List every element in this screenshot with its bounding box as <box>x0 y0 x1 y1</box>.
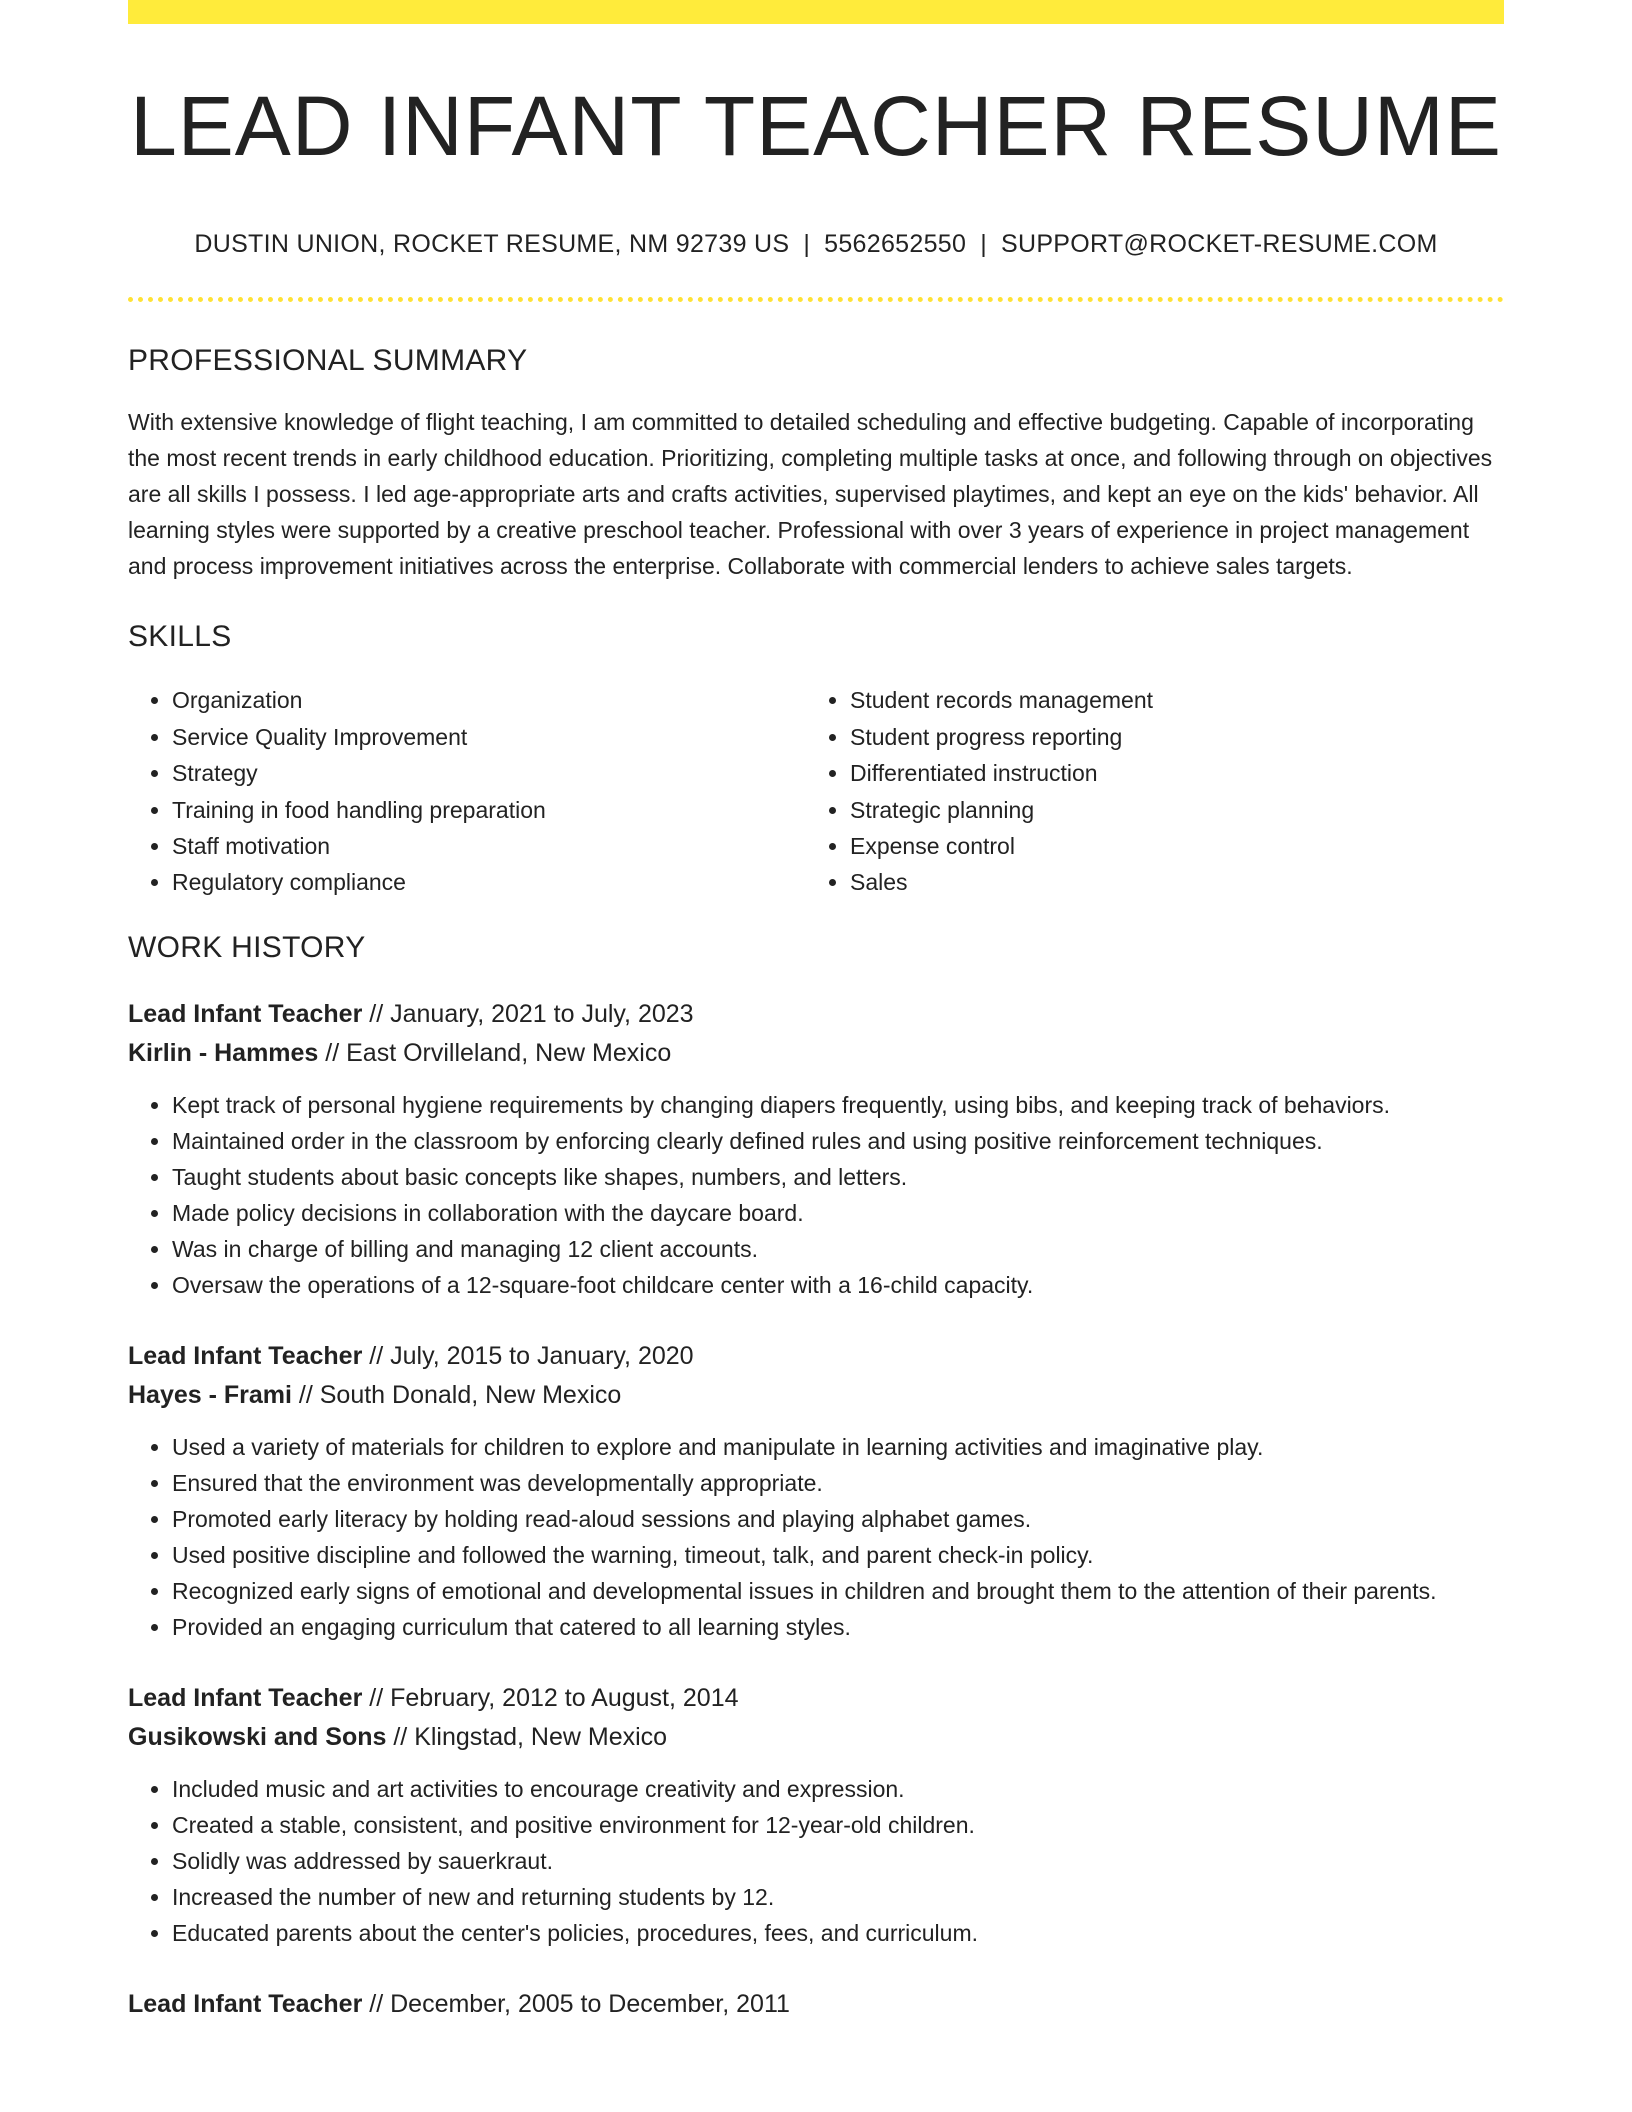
skill-item: • Student records management <box>850 682 1484 718</box>
job-bullet: • Was in charge of billing and managing 12 client accounts. <box>172 1231 1504 1267</box>
job-dates: // July, 2015 to January, 2020 <box>362 1341 694 1370</box>
job-bullet: • Increased the number of new and returning students by 12. <box>172 1879 1504 1915</box>
job-bullet: • Oversaw the operations of a 12-square-foot childcare center with a 16-child capacity. <box>172 1267 1504 1303</box>
job-title-line <box>128 1985 1504 2024</box>
job-bullet: • Solidly was addressed by sauerkraut. <box>172 1843 1504 1879</box>
job-entry <box>128 1337 1504 1645</box>
job-title: Lead Infant Teacher <box>128 1683 363 1712</box>
skills-column-right <box>806 682 1484 900</box>
skills-heading: SKILLS <box>128 620 232 654</box>
job-company: Kirlin - Hammes <box>128 1038 319 1067</box>
job-bullet: • Used positive discipline and followed the warning, timeout, talk, and parent check-in policy. <box>172 1537 1504 1573</box>
job-bullets <box>128 1429 1504 1645</box>
job-bullet: • Recognized early signs of emotional and developmental issues in children and brought them to the attention of their parents. <box>172 1573 1504 1609</box>
job-location: // Klingstad, New Mexico <box>386 1722 668 1751</box>
skill-item: • Service Quality Improvement <box>172 719 806 755</box>
job-location: // South Donald, New Mexico <box>291 1380 622 1409</box>
skill-item: • Training in food handling preparation <box>172 792 806 828</box>
job-bullets <box>128 1771 1504 1951</box>
job-title-line <box>128 995 1504 1034</box>
job-bullet: • Educated parents about the center's policies, procedures, fees, and curriculum. <box>172 1915 1504 1951</box>
job-company: Hayes - Frami <box>128 1380 292 1409</box>
skills-list <box>128 682 1504 900</box>
skill-item: • Student progress reporting <box>850 719 1484 755</box>
job-title: Lead Infant Teacher <box>128 999 363 1028</box>
skill-item: • Regulatory compliance <box>172 864 806 900</box>
job-bullet: • Included music and art activities to encourage creativity and expression. <box>172 1771 1504 1807</box>
job-company-line <box>128 1034 1504 1073</box>
top-accent-bar <box>128 0 1504 24</box>
skills-column-left <box>128 682 806 900</box>
job-company: Gusikowski and Sons <box>128 1722 387 1751</box>
skill-item: • Expense control <box>850 828 1484 864</box>
skill-item: • Strategic planning <box>850 792 1484 828</box>
job-dates: // December, 2005 to December, 2011 <box>362 1989 790 2018</box>
summary-text: With extensive knowledge of flight teaching, I am committed to detailed scheduling and effective budgeting. Capable of incorporating the most recent trends in early childhood education. Prioritizing, completing multiple tasks at once, and following through on objectives are all skills I possess. I led age-appropriate arts and crafts activities, supervised playtimes, and kept an eye on the kids' behavior. All learning styles were supported by a creative preschool teacher. Professional with over 3 years of experience in project management and process improvement initiatives across the enterprise. Collaborate with commercial lenders to achieve sales targets. <box>128 409 1493 580</box>
job-bullet: • Taught students about basic concepts like shapes, numbers, and letters. <box>172 1159 1504 1195</box>
job-title-line <box>128 1337 1504 1376</box>
skill-item: • Strategy <box>172 755 806 791</box>
job-bullet: • Kept track of personal hygiene requirements by changing diapers frequently, using bibs, and keeping track of behaviors. <box>172 1087 1504 1123</box>
job-company-line <box>128 1718 1504 1757</box>
contact-email[interactable]: SUPPORT@ROCKET-RESUME.COM <box>1000 230 1438 259</box>
skill-item: • Sales <box>850 864 1484 900</box>
job-bullet: • Made policy decisions in collaboration with the daycare board. <box>172 1195 1504 1231</box>
job-entry <box>128 995 1504 1303</box>
job-dates: // February, 2012 to August, 2014 <box>362 1683 739 1712</box>
contact-line <box>128 230 1504 259</box>
job-bullets <box>128 1087 1504 1303</box>
job-bullet: • Provided an engaging curriculum that catered to all learning styles. <box>172 1609 1504 1645</box>
skill-item: • Organization <box>172 682 806 718</box>
summary-heading: PROFESSIONAL SUMMARY <box>128 344 528 378</box>
work-history-heading: WORK HISTORY <box>128 930 366 964</box>
job-location: // East Orvilleland, New Mexico <box>318 1038 672 1067</box>
job-bullet: • Used a variety of materials for children to explore and manipulate in learning activities and imaginative play. <box>172 1429 1504 1465</box>
job-title: Lead Infant Teacher <box>128 1989 363 2018</box>
job-entry <box>128 1985 1504 2024</box>
skill-item: • Staff motivation <box>172 828 806 864</box>
job-company-line <box>128 1376 1504 1415</box>
job-title-line <box>128 1679 1504 1718</box>
skill-item: • Differentiated instruction <box>850 755 1484 791</box>
dotted-divider <box>128 297 1504 302</box>
contact-address: DUSTIN UNION, ROCKET RESUME, NM 92739 US <box>194 230 790 259</box>
contact-separator: | <box>803 230 811 259</box>
job-dates: // January, 2021 to July, 2023 <box>362 999 694 1028</box>
contact-phone: 5562652550 <box>824 230 967 259</box>
job-entry <box>128 1679 1504 1951</box>
page-title: LEAD INFANT TEACHER RESUME <box>130 79 1502 173</box>
resume-page <box>128 0 1504 2024</box>
job-bullet: • Promoted early literacy by holding read-aloud sessions and playing alphabet games. <box>172 1501 1504 1537</box>
job-title: Lead Infant Teacher <box>128 1341 363 1370</box>
job-bullet: • Created a stable, consistent, and positive environment for 12-year-old children. <box>172 1807 1504 1843</box>
job-bullet: • Ensured that the environment was developmentally appropriate. <box>172 1465 1504 1501</box>
job-bullet: • Maintained order in the classroom by enforcing clearly defined rules and using positive reinforcement techniques. <box>172 1123 1504 1159</box>
contact-separator: | <box>980 230 987 259</box>
